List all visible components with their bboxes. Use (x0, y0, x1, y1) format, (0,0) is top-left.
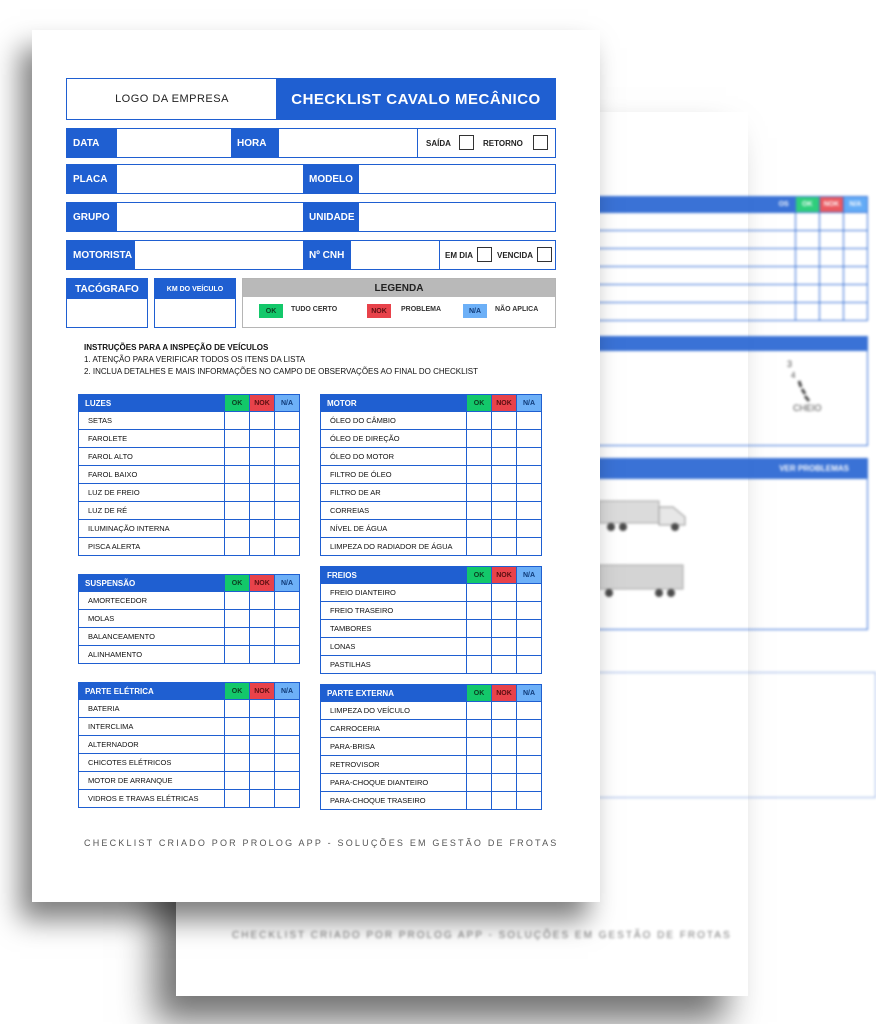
na-cell[interactable] (274, 718, 299, 735)
nok-cell[interactable] (249, 448, 274, 465)
checklist-item-label: CORREIAS (330, 506, 370, 515)
license-valid-checkbox[interactable] (477, 247, 492, 262)
checklist-title: CHECKLIST CAVALO MECÂNICO (276, 78, 556, 120)
checklist-item-label: FILTRO DE AR (330, 488, 381, 497)
na-cell[interactable] (516, 584, 541, 601)
ok-cell[interactable] (224, 736, 249, 753)
checklist-item-label: NÍVEL DE ÁGUA (330, 524, 388, 533)
ok-cell[interactable] (224, 610, 249, 627)
nok-cell[interactable] (249, 430, 274, 447)
checklist-row (321, 483, 541, 501)
checklist-item-label: ÓLEO DE DIREÇÃO (330, 434, 400, 443)
ok-cell[interactable] (466, 484, 491, 501)
section-header (79, 683, 299, 699)
nok-cell[interactable] (491, 430, 516, 447)
back-table-header: OS (595, 197, 796, 213)
nok-column-header: NOK (491, 395, 516, 411)
checklist-row (79, 645, 299, 663)
checklist-row (79, 771, 299, 789)
na-cell[interactable] (274, 502, 299, 519)
checklist-item-label: CARROCERIA (330, 724, 381, 733)
checklist-item-label: PARA-BRISA (330, 742, 375, 751)
nok-column-header: NOK (249, 575, 274, 591)
ok-cell[interactable] (224, 412, 249, 429)
legend-ok-chip: OK (259, 304, 283, 318)
checklist-row (79, 411, 299, 429)
checklist-item-label: CHICOTES ELÉTRICOS (88, 758, 172, 767)
return-checkbox[interactable] (533, 135, 548, 150)
footer-credit: CHECKLIST CRIADO POR PROLOG APP - SOLUÇÕES EM GESTÃO DE FROTAS (84, 838, 559, 848)
ok-cell[interactable] (224, 700, 249, 717)
ok-column-header: OK (224, 395, 249, 411)
checklist-item-label: ILUMINAÇÃO INTERNA (88, 524, 170, 533)
checklist-row (321, 447, 541, 465)
checklist-row (321, 773, 541, 791)
nok-cell[interactable] (491, 702, 516, 719)
na-column-header: N/A (516, 395, 541, 411)
checklist-row (79, 717, 299, 735)
checklist-item-label: FAROL ALTO (88, 452, 133, 461)
ok-cell[interactable] (224, 772, 249, 789)
checklist-row (321, 537, 541, 555)
section-header (79, 395, 299, 411)
ok-cell[interactable] (466, 620, 491, 637)
na-cell[interactable] (274, 628, 299, 645)
fuel-full-label: CHEIO (793, 403, 822, 413)
row-driver-cnh (66, 240, 556, 270)
checklist-item-label: PASTILHAS (330, 660, 371, 669)
checklist-item-label: TAMBORES (330, 624, 372, 633)
na-cell[interactable] (274, 412, 299, 429)
na-cell[interactable] (274, 592, 299, 609)
checklist-row (321, 465, 541, 483)
na-column-header: N/A (274, 395, 299, 411)
ok-column-header: OK (466, 395, 491, 411)
checklist-item-label: BATERIA (88, 704, 120, 713)
nok-cell[interactable] (249, 718, 274, 735)
license-valid-label: EM DIA (445, 250, 473, 260)
legend-na-chip: N/A (463, 304, 487, 318)
tachograph-field[interactable] (66, 278, 148, 328)
checklist-item-label: SETAS (88, 416, 113, 425)
back-na-header: N/A (843, 197, 867, 213)
row-plate-model (66, 164, 556, 194)
checklist-row (321, 637, 541, 655)
truck-trailer-icon (599, 563, 689, 601)
checklist-row (79, 609, 299, 627)
legend-ok-text: TUDO CERTO (291, 306, 338, 313)
return-label: RETORNO (483, 138, 523, 148)
na-cell[interactable] (516, 484, 541, 501)
checklist-row (321, 655, 541, 673)
section-title: LUZES (79, 395, 224, 411)
ok-cell[interactable] (466, 448, 491, 465)
nok-cell[interactable] (249, 412, 274, 429)
na-column-header: N/A (274, 683, 299, 699)
ok-cell[interactable] (466, 656, 491, 673)
nok-cell[interactable] (491, 584, 516, 601)
ok-cell[interactable] (466, 756, 491, 773)
section-exterior (320, 684, 542, 810)
checklist-item-label: BALANCEAMENTO (88, 632, 155, 641)
checklist-row (79, 789, 299, 807)
model-label: MODELO (303, 165, 359, 193)
plate-label: PLACA (67, 165, 117, 193)
ok-cell[interactable] (466, 792, 491, 809)
checklist-item-label: ALINHAMENTO (88, 650, 143, 659)
section-engine (320, 394, 542, 556)
nok-cell[interactable] (491, 538, 516, 555)
na-cell[interactable] (516, 466, 541, 483)
back-checklist-table (594, 196, 868, 321)
cnh-label: Nº CNH (303, 241, 351, 269)
na-cell[interactable] (516, 538, 541, 555)
checklist-row (321, 501, 541, 519)
ok-column-header: OK (466, 567, 491, 583)
checklist-item-label: MOTOR DE ARRANQUE (88, 776, 173, 785)
legend-nok-chip: NOK (367, 304, 391, 318)
section-header (79, 575, 299, 591)
ok-column-header: OK (466, 685, 491, 701)
checklist-row (79, 429, 299, 447)
front-page (32, 30, 600, 902)
back-fuel-box (594, 336, 868, 446)
ok-cell[interactable] (466, 702, 491, 719)
checklist-item-label: FREIO TRASEIRO (330, 606, 394, 615)
na-cell[interactable] (274, 700, 299, 717)
ok-cell[interactable] (224, 484, 249, 501)
fuel-tick-4: 4 (791, 371, 796, 380)
na-cell[interactable] (516, 702, 541, 719)
nok-column-header: NOK (249, 395, 274, 411)
nok-cell[interactable] (249, 736, 274, 753)
na-cell[interactable] (516, 656, 541, 673)
na-cell[interactable] (516, 430, 541, 447)
checklist-row (321, 701, 541, 719)
section-lights (78, 394, 300, 556)
nok-column-header: NOK (249, 683, 274, 699)
nok-cell[interactable] (249, 772, 274, 789)
back-nok-header: NOK (819, 197, 843, 213)
checklist-item-label: LIMPEZA DO RADIADOR DE ÁGUA (330, 542, 453, 551)
nok-cell[interactable] (249, 484, 274, 501)
legend-nok-text: PROBLEMA (401, 306, 442, 313)
section-title: MOTOR (321, 395, 466, 411)
na-cell[interactable] (274, 736, 299, 753)
ok-cell[interactable] (224, 448, 249, 465)
date-label: DATA (67, 129, 117, 157)
checklist-row (321, 429, 541, 447)
checklist-item-label: MOLAS (88, 614, 115, 623)
checklist-item-label: ÓLEO DO CÂMBIO (330, 416, 396, 425)
fuel-tick-3: 3 (787, 359, 793, 369)
checklist-row (79, 735, 299, 753)
nok-cell[interactable] (491, 774, 516, 791)
nok-cell[interactable] (491, 412, 516, 429)
nok-cell[interactable] (491, 484, 516, 501)
ok-cell[interactable] (224, 646, 249, 663)
checklist-row (321, 619, 541, 637)
na-cell[interactable] (274, 538, 299, 555)
ok-cell[interactable] (224, 718, 249, 735)
checklist-row (79, 537, 299, 555)
legend-title: LEGENDA (243, 279, 555, 297)
nok-cell[interactable] (249, 646, 274, 663)
license-expired-label: VENCIDA (497, 250, 534, 260)
ok-cell[interactable] (466, 720, 491, 737)
nok-cell[interactable] (249, 592, 274, 609)
instruction-line-2: 2. INCLUA DETALHES E MAIS INFORMAÇÕES NO CAMPO DE OBSERVAÇÕES AO FINAL DO CHECKLIST (84, 367, 479, 376)
na-cell[interactable] (274, 790, 299, 807)
back-problems-box (594, 458, 868, 630)
checklist-row (79, 447, 299, 465)
nok-column-header: NOK (491, 567, 516, 583)
checklist-item-label: PARA-CHOQUE DIANTEIRO (330, 778, 429, 787)
checklist-row (321, 737, 541, 755)
na-column-header: N/A (274, 575, 299, 591)
ok-cell[interactable] (466, 638, 491, 655)
na-cell[interactable] (516, 602, 541, 619)
checklist-row (79, 627, 299, 645)
instructions-block (84, 342, 554, 378)
nok-cell[interactable] (249, 502, 274, 519)
ok-cell[interactable] (224, 790, 249, 807)
ok-cell[interactable] (224, 538, 249, 555)
ok-cell[interactable] (466, 602, 491, 619)
unit-label: UNIDADE (303, 203, 359, 231)
na-cell[interactable] (516, 638, 541, 655)
na-cell[interactable] (516, 448, 541, 465)
na-cell[interactable] (516, 502, 541, 519)
nok-cell[interactable] (249, 538, 274, 555)
ok-cell[interactable] (466, 774, 491, 791)
section-header (321, 395, 541, 411)
back-observations-box (594, 672, 876, 798)
na-column-header: N/A (516, 567, 541, 583)
checklist-row (79, 501, 299, 519)
legend-na-text: NÃO APLICA (495, 306, 539, 313)
nok-cell[interactable] (491, 738, 516, 755)
checklist-row (321, 519, 541, 537)
checklist-row (79, 591, 299, 609)
nok-cell[interactable] (491, 502, 516, 519)
checklist-item-label: FAROLETE (88, 434, 128, 443)
checklist-item-label: PISCA ALERTA (88, 542, 141, 551)
na-cell[interactable] (274, 772, 299, 789)
section-suspension (78, 574, 300, 664)
na-cell[interactable] (274, 754, 299, 771)
nok-cell[interactable] (491, 792, 516, 809)
nok-cell[interactable] (249, 610, 274, 627)
driver-label: MOTORISTA (67, 241, 135, 269)
nok-cell[interactable] (249, 466, 274, 483)
checklist-row (79, 519, 299, 537)
checklist-item-label: AMORTECEDOR (88, 596, 148, 605)
nok-cell[interactable] (491, 466, 516, 483)
checklist-row (321, 583, 541, 601)
ok-cell[interactable] (466, 584, 491, 601)
checklist-row (321, 791, 541, 809)
checklist-row (321, 411, 541, 429)
nok-cell[interactable] (491, 620, 516, 637)
ok-cell[interactable] (224, 466, 249, 483)
ok-cell[interactable] (466, 466, 491, 483)
na-cell[interactable] (274, 466, 299, 483)
checklist-item-label: ÓLEO DO MOTOR (330, 452, 395, 461)
nok-column-header: NOK (491, 685, 516, 701)
nok-cell[interactable] (491, 720, 516, 737)
na-cell[interactable] (516, 620, 541, 637)
nok-cell[interactable] (249, 520, 274, 537)
checklist-item-label: FAROL BAIXO (88, 470, 138, 479)
license-expired-checkbox[interactable] (537, 247, 552, 262)
truck-side-icon (599, 497, 689, 535)
row-group-unit (66, 202, 556, 232)
odometer-label: KM DO VEÍCULO (155, 279, 235, 299)
checklist-row (79, 753, 299, 771)
checklist-row (321, 719, 541, 737)
legend-box (242, 278, 556, 328)
ok-cell[interactable] (466, 412, 491, 429)
na-cell[interactable] (274, 520, 299, 537)
checklist-item-label: PARA-CHOQUE TRASEIRO (330, 796, 426, 805)
checklist-item-label: RETROVISOR (330, 760, 380, 769)
departure-checkbox[interactable] (459, 135, 474, 150)
ok-cell[interactable] (466, 520, 491, 537)
time-label: HORA (231, 129, 279, 157)
checklist-item-label: LUZ DE FREIO (88, 488, 140, 497)
na-cell[interactable] (516, 792, 541, 809)
nok-cell[interactable] (491, 656, 516, 673)
section-header (321, 567, 541, 583)
nok-cell[interactable] (249, 754, 274, 771)
section-title: SUSPENSÃO (79, 575, 224, 591)
ok-cell[interactable] (466, 738, 491, 755)
na-cell[interactable] (274, 484, 299, 501)
nok-cell[interactable] (491, 448, 516, 465)
ok-column-header: OK (224, 683, 249, 699)
na-cell[interactable] (516, 720, 541, 737)
na-cell[interactable] (516, 520, 541, 537)
ok-cell[interactable] (224, 628, 249, 645)
back-ok-header: OK (795, 197, 819, 213)
section-header (321, 685, 541, 701)
checklist-row (321, 601, 541, 619)
checklist-item-label: LIMPEZA DO VEÍCULO (330, 706, 411, 715)
na-cell[interactable] (516, 738, 541, 755)
checklist-item-label: INTERCLIMA (88, 722, 134, 731)
group-label: GRUPO (67, 203, 117, 231)
ok-cell[interactable] (224, 502, 249, 519)
na-cell[interactable] (274, 646, 299, 663)
checklist-item-label: LUZ DE RÉ (88, 506, 128, 515)
ok-cell[interactable] (224, 592, 249, 609)
checklist-item-label: LONAS (330, 642, 356, 651)
na-column-header: N/A (516, 685, 541, 701)
nok-cell[interactable] (491, 756, 516, 773)
ok-cell[interactable] (466, 538, 491, 555)
na-cell[interactable] (516, 412, 541, 429)
ok-cell[interactable] (224, 430, 249, 447)
section-electrical (78, 682, 300, 808)
nok-cell[interactable] (491, 638, 516, 655)
ok-cell[interactable] (466, 502, 491, 519)
instructions-title: INSTRUÇÕES PARA A INSPEÇÃO DE VEÍCULOS (84, 343, 269, 352)
checklist-item-label: FREIO DIANTEIRO (330, 588, 396, 597)
na-cell[interactable] (274, 430, 299, 447)
back-fuel-header (595, 337, 867, 351)
na-cell[interactable] (516, 756, 541, 773)
na-cell[interactable] (274, 610, 299, 627)
odometer-field[interactable] (154, 278, 236, 328)
section-brakes (320, 566, 542, 674)
checklist-item-label: ALTERNADOR (88, 740, 139, 749)
row-date-time (66, 128, 556, 158)
na-cell[interactable] (516, 774, 541, 791)
ok-cell[interactable] (224, 520, 249, 537)
nok-cell[interactable] (249, 790, 274, 807)
nok-cell[interactable] (491, 520, 516, 537)
section-title: PARTE EXTERNA (321, 685, 466, 701)
checklist-item-label: FILTRO DE ÓLEO (330, 470, 392, 479)
checklist-row (79, 699, 299, 717)
checklist-row (79, 465, 299, 483)
checklist-row (79, 483, 299, 501)
ok-cell[interactable] (466, 430, 491, 447)
section-title: FREIOS (321, 567, 466, 583)
back-footer: CHECKLIST CRIADO POR PROLOG APP - SOLUÇÕES EM GESTÃO DE FROTAS (232, 930, 732, 941)
ok-column-header: OK (224, 575, 249, 591)
na-cell[interactable] (274, 448, 299, 465)
checklist-item-label: VIDROS E TRAVAS ELÉTRICAS (88, 794, 199, 803)
nok-cell[interactable] (491, 602, 516, 619)
nok-cell[interactable] (249, 628, 274, 645)
company-logo-placeholder: LOGO DA EMPRESA (66, 78, 278, 120)
checklist-row (321, 755, 541, 773)
tachograph-label: TACÓGRAFO (67, 279, 147, 299)
back-problems-header: VER PROBLEMAS (595, 459, 867, 479)
nok-cell[interactable] (249, 700, 274, 717)
section-title: PARTE ELÉTRICA (79, 683, 224, 699)
instruction-line-1: 1. ATENÇÃO PARA VERIFICAR TODOS OS ITENS DA LISTA (84, 355, 306, 364)
ok-cell[interactable] (224, 754, 249, 771)
departure-label: SAÍDA (426, 138, 451, 148)
